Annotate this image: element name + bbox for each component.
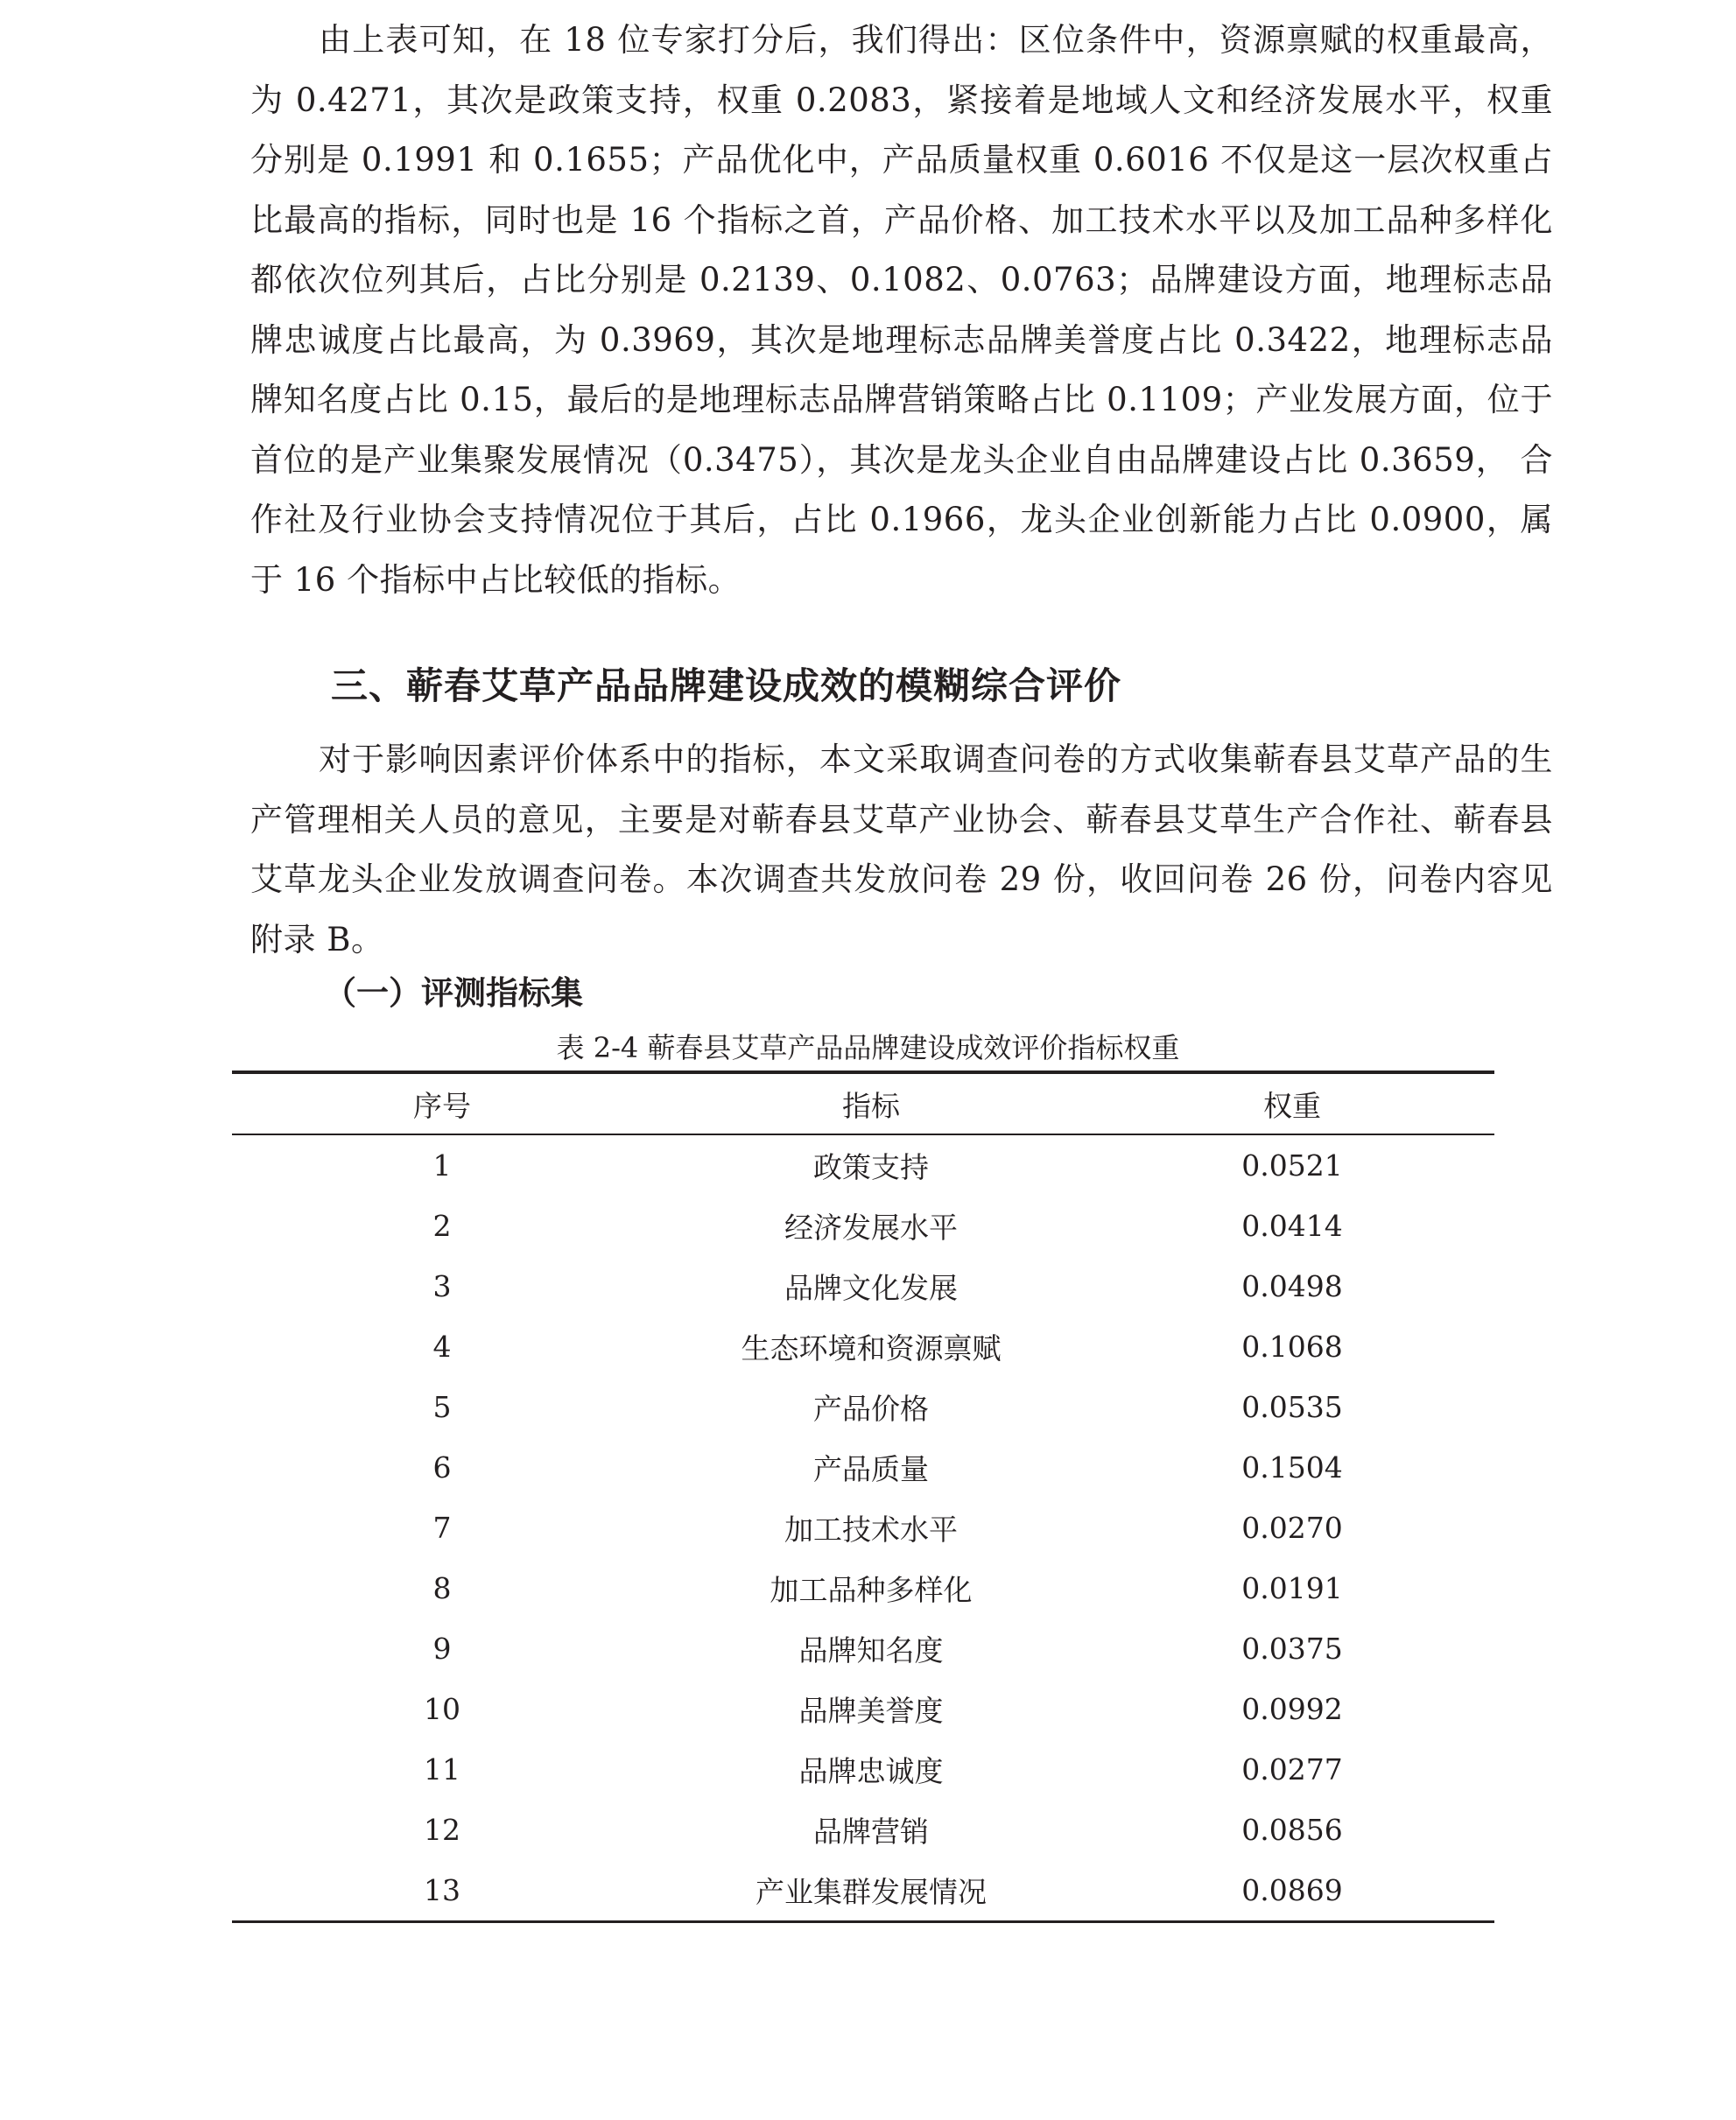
table-row: [232, 1316, 1494, 1377]
sub-heading: （一）评测指标集: [324, 974, 583, 1012]
row-weight: 0.0521: [1241, 1148, 1343, 1183]
row-indicator: 品牌忠诚度: [798, 1754, 944, 1788]
body-paragraph-weights-summary: 由上表可知，在 18 位专家打分后，我们得出：区位条件中，资源禀赋的权重最高，为 0.4271，其次是政策支持，权重 0.2083，紧接着是地域人文和经济发展水平，权重分别是 0.1991 和 0.1655；产品优化中，产品质量权重 0.6016 不仅是这一层次权重占比最高的指标，同时也是 16 个指标之首，产品价格、加工技术水平以及加工品种多样化都依次位列其后，占比分别是 0.2139、0.1082、0.0763；品牌建设方面，地理标志品牌忠诚度占比最高，为 0.3969，其次是地理标志品牌美誉度占比 0.3422，地理标志品牌知名度占比 0.15，最后的是地理标志品牌营销策略占比 0.1109；产业发展方面，位于首位的是产业集聚发展情况（0.3475），其次是龙头企业自由品牌建设占比 0.3659， 合作社及行业协会支持情况位于其后，占比 0.1966，龙头企业创新能力占比 0.0900，属于 16 个指标中占比较低的指标。: [250, 21, 1553, 599]
row-index: 3: [432, 1269, 452, 1303]
row-index: 1: [432, 1148, 452, 1183]
row-index: 8: [432, 1571, 452, 1605]
row-indicator: 产业集群发展情况: [756, 1875, 987, 1909]
row-index: 12: [424, 1813, 460, 1847]
row-index: 2: [432, 1209, 452, 1243]
table-row: [232, 1800, 1494, 1860]
column-header-index: 序号: [413, 1088, 471, 1123]
table-header-row: [232, 1072, 1494, 1134]
row-indicator: 产品价格: [813, 1392, 929, 1426]
column-header-weight: 权重: [1263, 1088, 1321, 1123]
table-row: [232, 1498, 1494, 1558]
row-weight: 0.1504: [1241, 1450, 1343, 1485]
row-weight: 0.0270: [1241, 1511, 1343, 1545]
table-row: [232, 1256, 1494, 1316]
row-indicator: 加工品种多样化: [770, 1573, 973, 1607]
row-weight: 0.0414: [1241, 1209, 1343, 1243]
weights-table: [232, 1071, 1494, 1923]
table-row: [232, 1558, 1494, 1618]
row-indicator: 品牌美誉度: [798, 1694, 944, 1728]
section-heading: 三、蕲春艾草产品品牌建设成效的模糊综合评价: [331, 664, 1122, 707]
table-caption: 表 2-4 蕲春县艾草产品品牌建设成效评价指标权重: [556, 1031, 1180, 1064]
row-indicator: 品牌文化发展: [784, 1271, 958, 1305]
row-index: 11: [424, 1752, 460, 1787]
table-body: [232, 1134, 1494, 1922]
row-weight: 0.1068: [1241, 1330, 1343, 1364]
row-indicator: 经济发展水平: [784, 1211, 958, 1245]
table-row: [232, 1437, 1494, 1498]
row-indicator: 品牌营销: [813, 1815, 929, 1849]
table-row: [232, 1618, 1494, 1679]
row-indicator: 产品质量: [813, 1452, 929, 1486]
row-index: 9: [432, 1632, 452, 1666]
row-indicator: 品牌知名度: [798, 1633, 944, 1667]
row-weight: 0.0498: [1241, 1269, 1343, 1303]
column-header-indicator: 指标: [842, 1088, 900, 1123]
row-weight: 0.0856: [1241, 1813, 1343, 1847]
row-weight: 0.0277: [1241, 1752, 1343, 1787]
table-row: [232, 1739, 1494, 1800]
table-row: [232, 1196, 1494, 1256]
table-row: [232, 1134, 1494, 1196]
row-weight: 0.0375: [1241, 1632, 1343, 1666]
row-indicator: 加工技术水平: [784, 1513, 958, 1547]
row-index: 5: [432, 1390, 452, 1424]
row-weight: 0.0992: [1241, 1692, 1343, 1726]
row-weight: 0.0869: [1241, 1873, 1343, 1907]
row-indicator: 政策支持: [813, 1150, 929, 1184]
row-index: 4: [432, 1330, 452, 1364]
table-row: [232, 1679, 1494, 1739]
body-paragraph-survey: 对于影响因素评价体系中的指标，本文采取调查问卷的方式收集蕲春县艾草产品的生产管理相关人员的意见，主要是对蕲春县艾草产业协会、蕲春县艾草生产合作社、蕲春县艾草龙头企业发放调查问卷。本次调查共发放问卷 29 份，收回问卷 26 份，问卷内容见附录 B。: [250, 741, 1553, 958]
row-indicator: 生态环境和资源禀赋: [741, 1331, 1002, 1365]
table-row: [232, 1860, 1494, 1922]
row-index: 7: [432, 1511, 452, 1545]
table-header: [232, 1072, 1494, 1134]
row-weight: 0.0535: [1241, 1390, 1343, 1424]
row-index: 10: [424, 1692, 460, 1726]
table-row: [232, 1377, 1494, 1437]
row-index: 13: [424, 1873, 460, 1907]
row-weight: 0.0191: [1241, 1571, 1343, 1605]
row-index: 6: [432, 1450, 452, 1485]
